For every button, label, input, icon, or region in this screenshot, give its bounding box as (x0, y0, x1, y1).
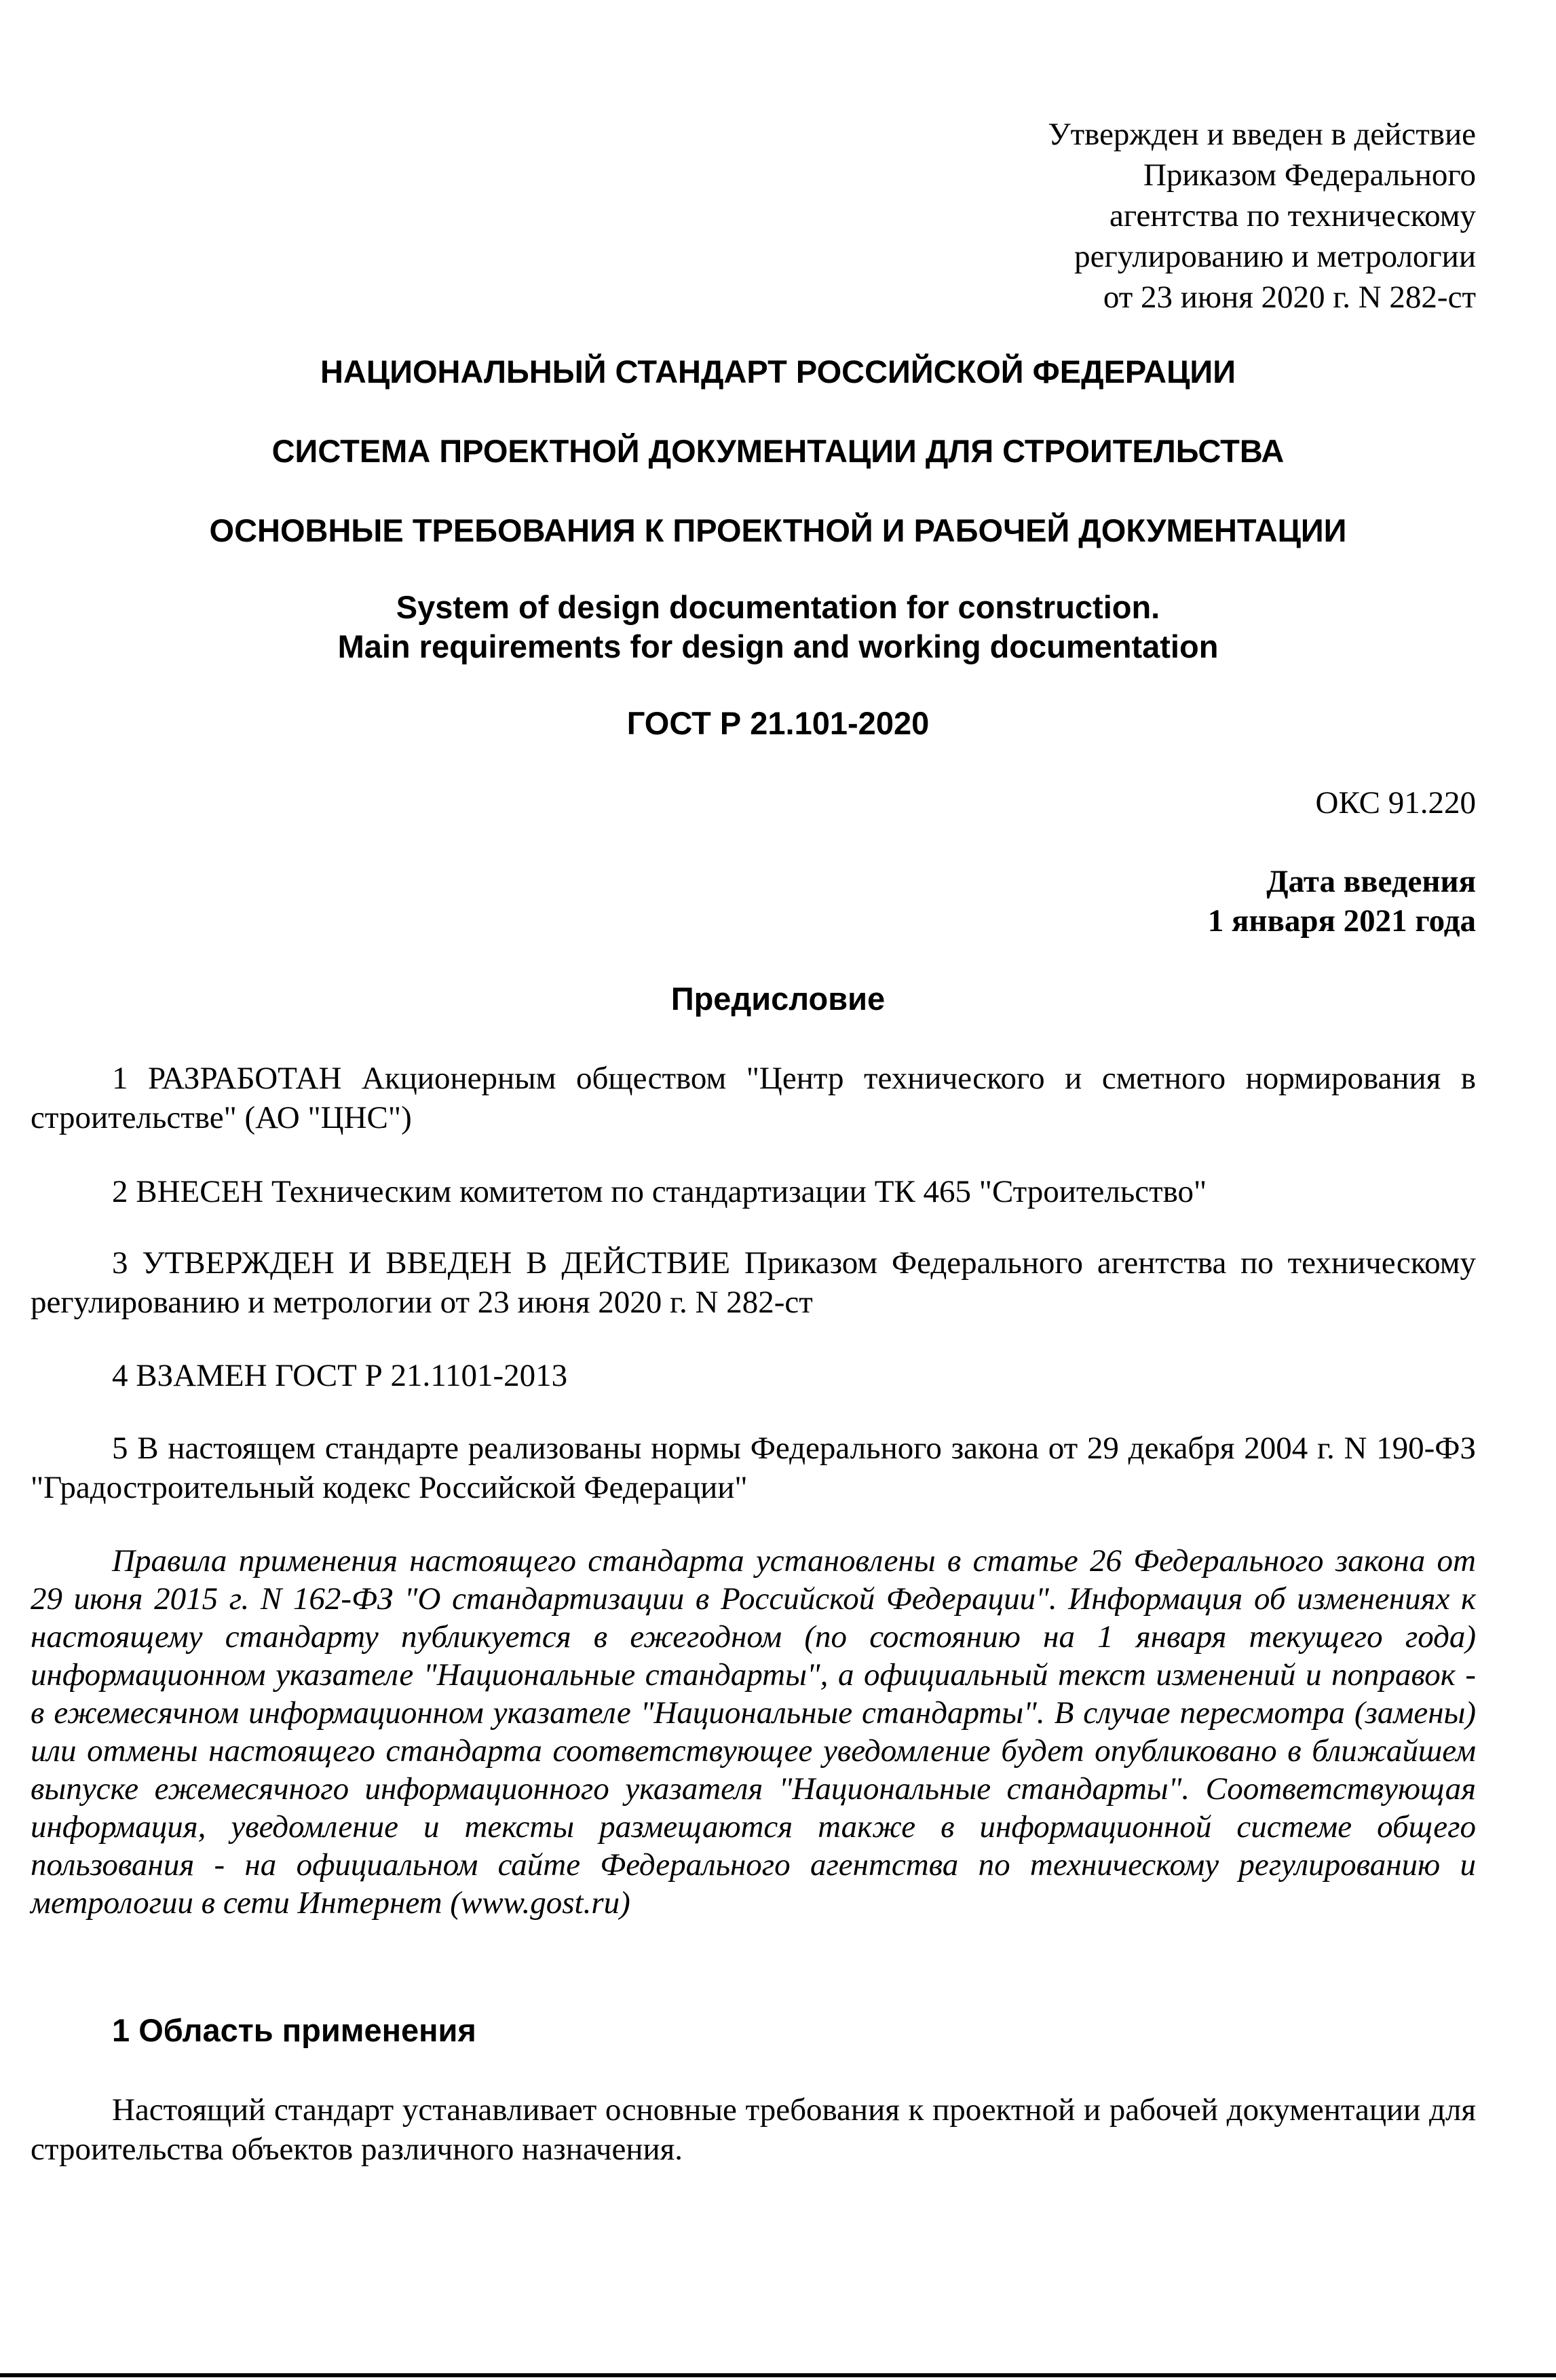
foreword-item-4: 4 ВЗАМЕН ГОСТ Р 21.1101-2013 (112, 1358, 568, 1393)
approval-line: регулированию и метрологии (1074, 239, 1476, 274)
approval-line: Утвержден и введен в действие (1048, 117, 1476, 152)
intro-date-label: Дата введения (1266, 864, 1476, 899)
english-title-line-1: System of design documentation for construction. (396, 589, 1160, 625)
english-title-line-2: Main requirements for design and working documentation (337, 628, 1219, 664)
system-title-heading: СИСТЕМА ПРОЕКТНОЙ ДОКУМЕНТАЦИИ ДЛЯ СТРОИТЕЛЬСТВА (271, 433, 1285, 469)
scope-text: Настоящий стандарт устанавливает основные требования к проектной и рабочей документации для строительства объектов различного назначения. (31, 2092, 1476, 2167)
approval-line: агентства по техническому (1109, 198, 1476, 233)
scope-section-title: 1 Область применения (112, 2012, 476, 2048)
approval-line: от 23 июня 2020 г. N 282-ст (1103, 280, 1476, 315)
foreword-item-3: 3 УТВЕРЖДЕН И ВВЕДЕН В ДЕЙСТВИЕ Приказом Федерального агентства по техническому регулированию и метрологии от 23 июня 2020 г. N 282-ст (31, 1245, 1476, 1320)
oks-code: ОКС 91.220 (1315, 785, 1476, 820)
foreword-item-1: 1 РАЗРАБОТАН Акционерным обществом "Центр технического и сметного нормирования в строительстве" (АО "ЦНС") (31, 1061, 1476, 1135)
foreword-title: Предисловие (670, 981, 886, 1017)
approval-block (814, 114, 1476, 318)
page-bottom-rule (0, 2373, 1556, 2377)
foreword-item-2: 2 ВНЕСЕН Техническим комитетом по стандартизации ТК 465 "Строительство" (112, 1174, 1207, 1209)
gost-number: ГОСТ Р 21.101-2020 (626, 705, 930, 741)
intro-date-value: 1 января 2021 года (1207, 903, 1476, 939)
main-title-heading: ОСНОВНЫЕ ТРЕБОВАНИЯ К ПРОЕКТНОЙ И РАБОЧЕЙ ДОКУМЕНТАЦИИ (209, 512, 1347, 548)
standard-application-notice: Правила применения настоящего стандарта установлены в статье 26 Федерального закона от 29 июня 2015 г. N 162-ФЗ "О стандартизации в Российской Федерации". Информация об изменениях к настоящему стандарту публикуется в ежегодном (по состоянию на 1 января текущего года) информационном указателе "Национальные стандарты", а официальный текст изменений и поправок - в ежемесячном информационном указателе "Национальные стандарты". В случае пересмотра (замены) или отмены настоящего стандарта соответствующее уведомление будет опубликовано в ближайшем выпуске ежемесячного информационного указателя "Национальные стандарты". Соответствующая информация, уведомление и тексты размещаются также в информационной системе общего пользования - на официальном сайте Федерального агентства по техническому регулированию и метрологии в сети Интернет (www.gost.ru) (31, 1543, 1476, 1921)
approval-line: Приказом Федерального (1143, 157, 1476, 193)
foreword-item-5: 5 В настоящем стандарте реализованы нормы Федерального закона от 29 декабря 2004 г. N 190-ФЗ "Градостроительный кодекс Российской Федерации" (31, 1431, 1476, 1505)
national-standard-heading: НАЦИОНАЛЬНЫЙ СТАНДАРТ РОССИЙСКОЙ ФЕДЕРАЦИИ (320, 354, 1236, 390)
